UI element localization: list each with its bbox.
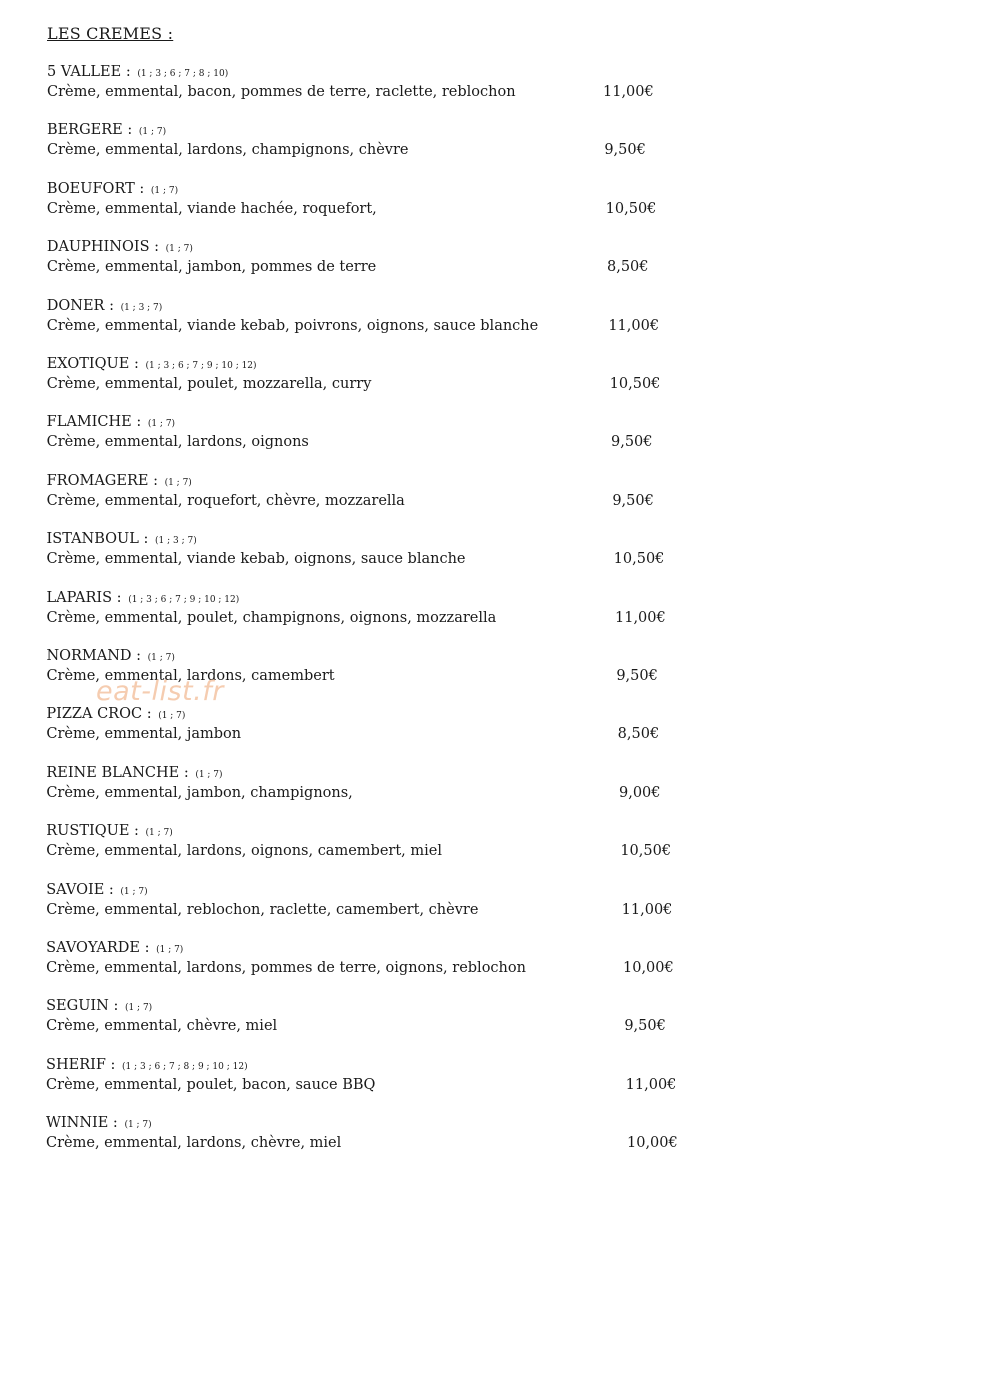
item-allergens: (1 ; 3 ; 7) [120,302,163,313]
item-allergens: (1 ; 3 ; 7) [155,536,197,547]
item-price: 8,50€ [617,726,660,743]
item-name-line [47,356,257,372]
menu-item [0,298,989,348]
item-allergens: (1 ; 7) [150,185,179,196]
item-name: DONER : [46,297,114,314]
menu-item [0,765,989,815]
item-description: Crème, emmental, lardons, oignons, camembert, miel [46,843,442,860]
item-name-line [47,414,175,430]
menu-item [0,590,989,640]
item-price: 11,00€ [615,609,666,626]
item-name-line [46,823,173,839]
item-description: Crème, emmental, poulet, bacon, sauce BBQ [46,1076,376,1093]
item-allergens: (1 ; 3 ; 6 ; 7 ; 8 ; 10) [137,69,229,79]
item-price: 8,50€ [607,259,649,276]
item-name: BOEUFORT : [46,180,145,197]
item-description: Crème, emmental, lardons, oignons [46,434,309,451]
item-price: 10,50€ [620,843,672,860]
item-description: Crème, emmental, jambon, champignons, [46,784,353,801]
item-name-line [46,882,147,898]
item-name: ISTANBOUL : [46,531,149,548]
item-allergens: (1 ; 7) [147,653,175,663]
item-name: SAVOIE : [46,881,114,898]
item-name: BERGERE : [46,122,133,139]
item-allergens: (1 ; 7) [158,711,186,722]
item-name: EXOTIQUE : [46,356,139,372]
item-allergens: (1 ; 7) [120,886,148,897]
item-name: FLAMICHE : [46,414,142,431]
item-price: 9,50€ [616,668,658,684]
item-name: DAUPHINOIS : [46,239,160,256]
menu-item [0,1115,989,1165]
item-name: SAVOYARDE : [46,940,150,956]
item-name-line [47,64,228,80]
item-description: Crème, emmental, jambon [46,726,242,743]
item-allergens: (1 ; 7) [124,1003,153,1014]
item-allergens: (1 ; 7) [156,945,184,955]
item-name-line [46,765,222,781]
item-name-line [47,473,192,489]
item-name: LAPARIS : [46,589,122,606]
menu-item [0,823,989,873]
item-name-line [46,706,185,722]
item-allergens: (1 ; 7) [145,828,173,839]
item-price: 10,50€ [605,200,657,217]
item-allergens: (1 ; 7) [138,127,167,138]
section-title: LES CREMES : [47,24,174,43]
menu-item [0,64,989,114]
item-name-line [47,239,193,255]
item-name-line [46,648,174,664]
menu-item [0,940,989,990]
item-description: Crème, emmental, viande kebab, oignons, sauce blanche [46,551,466,568]
item-price: 11,00€ [603,84,654,100]
item-description: Crème, emmental, poulet, champignons, oignons, mozzarella [46,609,497,626]
item-allergens: (1 ; 3 ; 6 ; 7 ; 8 ; 9 ; 10 ; 12) [122,1061,248,1072]
item-name-line [47,122,166,138]
item-allergens: (1 ; 7) [165,244,193,255]
item-price: 9,00€ [619,784,661,801]
item-description: Crème, emmental, lardons, champignons, chèvre [46,142,409,159]
item-name-line [47,590,240,606]
item-price: 9,50€ [611,434,653,451]
menu-item [0,531,989,581]
item-price: 10,50€ [609,376,661,392]
item-description: Crème, emmental, jambon, pommes de terre [46,259,377,276]
item-price: 9,50€ [604,142,646,159]
menu-item [0,1057,989,1107]
item-name: RUSTIQUE : [46,823,139,840]
item-name: 5 VALLEE : [47,64,131,80]
item-description: Crème, emmental, viande hachée, roquefort, [46,200,377,217]
item-description: Crème, emmental, roquefort, chèvre, mozzarella [46,492,405,509]
item-price: 10,00€ [627,1135,678,1152]
item-price: 11,00€ [608,317,660,334]
item-name: NORMAND : [46,648,142,664]
item-description: Crème, emmental, chèvre, miel [46,1018,278,1035]
menu-item [0,356,989,406]
menu-item [0,473,989,523]
item-description: Crème, emmental, lardons, chèvre, miel [46,1135,342,1152]
item-price: 10,50€ [613,551,665,568]
item-description: Crème, emmental, reblochon, raclette, camembert, chèvre [46,901,479,918]
item-allergens: (1 ; 7) [147,419,176,430]
menu-item [0,882,989,932]
item-description: Crème, emmental, bacon, pommes de terre, raclette, reblochon [47,84,516,100]
item-description: Crème, emmental, viande kebab, poivrons, oignons, sauce blanche [46,317,539,334]
item-name-line [47,181,178,197]
menu-item [0,181,989,231]
item-allergens: (1 ; 3 ; 6 ; 7 ; 9 ; 10 ; 12) [128,594,240,605]
item-price: 11,00€ [621,901,673,918]
item-name: SEGUIN : [46,998,119,1015]
item-name-line [47,298,163,314]
item-name: WINNIE : [46,1115,118,1132]
item-allergens: (1 ; 7) [164,477,192,488]
item-name: REINE BLANCHE : [46,764,189,781]
item-price: 10,00€ [623,960,674,976]
item-description: Crème, emmental, poulet, mozzarella, curry [46,376,372,392]
item-description: Crème, emmental, lardons, camembert [46,668,335,684]
menu-item [0,239,989,289]
menu-item [0,998,989,1048]
menu-item [0,414,989,464]
item-name: SHERIF : [46,1056,116,1073]
item-description: Crème, emmental, lardons, pommes de terre, oignons, reblochon [46,960,526,976]
item-allergens: (1 ; 7) [195,769,223,780]
menu-item [0,122,989,172]
item-name-line [46,1115,152,1131]
item-name-line [47,531,197,547]
item-price: 9,50€ [612,492,654,509]
watermark: eat-list.fr [96,676,224,707]
item-price: 11,00€ [625,1076,677,1093]
item-name: FROMAGERE : [46,472,158,489]
item-allergens: (1 ; 3 ; 6 ; 7 ; 9 ; 10 ; 12) [145,361,257,371]
item-name-line [46,998,152,1014]
item-name: PIZZA CROC : [46,706,152,723]
item-price: 9,50€ [624,1018,666,1035]
menu-item [0,706,989,756]
item-name-line [46,940,183,956]
item-allergens: (1 ; 7) [124,1120,152,1131]
item-name-line [46,1057,248,1073]
